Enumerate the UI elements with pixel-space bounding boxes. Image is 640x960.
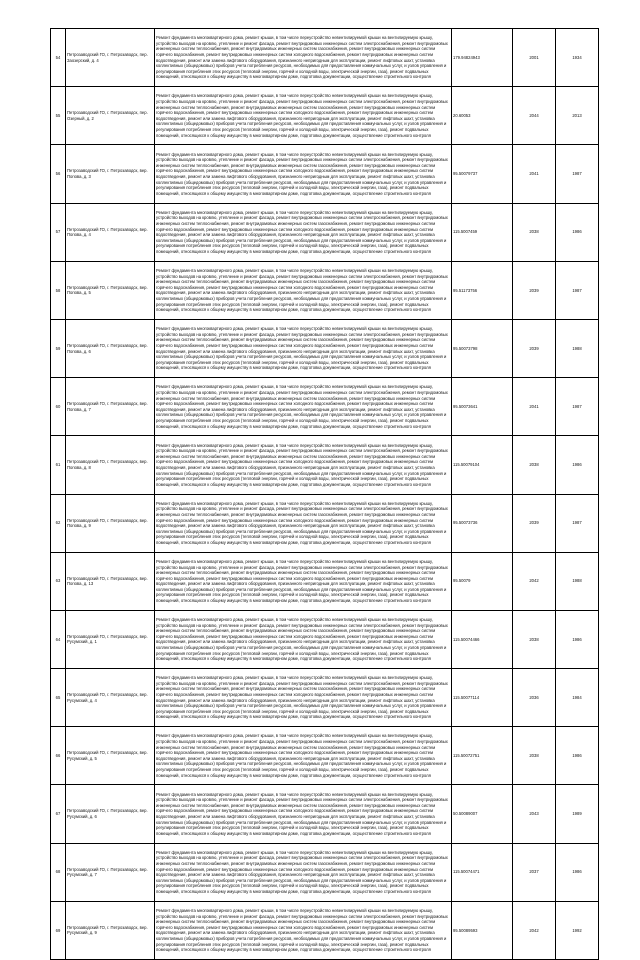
row-year-planned: 2042 [513, 552, 556, 610]
row-number: 61 [51, 436, 66, 494]
row-address: Петрозаводский ГО, г. Петрозаводск, вер. Попова, д. 9 [66, 494, 155, 552]
row-year-built: 1987 [556, 378, 599, 436]
row-number: 64 [51, 610, 66, 668]
row-address: Петрозаводский ГО, г. Петрозаводск, пер. Озерный, д. 2 [66, 87, 155, 145]
row-year-built: 1987 [556, 261, 599, 319]
row-address: Петрозаводский ГО, г. Петрозаводск, вер. Русумский, д. 9 [66, 901, 155, 959]
row-year-built: 1988 [556, 319, 599, 377]
row-address: Петрозаводский ГО, г. Петрозаводск, вер. Русумский, д. 6 [66, 785, 155, 843]
row-number: 59 [51, 319, 66, 377]
row-works-description: Ремонт фундамента многоквартирного дома, ремонт крыши, в том числе переустройство невентилируемой крыши на вентилируемую крышу, устройство выходов на кровлю, утепление и ремонт фасада, ремонт внутридомовых инженерных систем электроснабжения, ремонт внутридомовых инженерных систем теплоснабжения, ремонт внутридомовых инженерных систем газоснабжения, ремонт внутридомовых инженерных систем горячего водоснабжения, ремонт внутридомовых инженерных систем холодного водоснабжения, ремонт внутридомовых инженерных систем водоотведения, ремонт или замена лифтового оборудования, признанного непригодным для эксплуатации, ремонт лифтовых шахт, установка коллективных (общедомовых) приборов учета потребления ресурсов, необходимых для предоставления коммунальных услуг, и узлов управления и регулирования потребления этих ресурсов (тепловой энергии, горячей и холодной воды, электрической энергии, газа), ремонт подвальных помещений, относящихся к общему имуществу в многоквартирном доме, подготовка документации, осуществление строительного контроля [155, 669, 452, 727]
row-cadastral-value: 115.50074466 [452, 610, 513, 668]
table-row [51, 610, 599, 668]
row-year-planned: 2039 [513, 261, 556, 319]
row-address: Петрозаводский ГО, г. Петрозаводск, вер. Попова, д. 4 [66, 203, 155, 261]
row-number: 60 [51, 378, 66, 436]
row-cadastral-value: 179.94824943 [452, 29, 513, 87]
row-address: Петрозаводский ГО, г. Петрозаводск, вер. Русумский, д. 1 [66, 610, 155, 668]
row-number: 58 [51, 261, 66, 319]
row-cadastral-value: 95.50079737 [452, 145, 513, 203]
row-cadastral-value: 115.50077114 [452, 669, 513, 727]
row-cadastral-value: 20.60053 [452, 87, 513, 145]
row-year-planned: 2042 [513, 901, 556, 959]
row-cadastral-value: 95.50079 [452, 552, 513, 610]
row-year-planned: 2001 [513, 29, 556, 87]
table-row [51, 785, 599, 843]
row-number: 57 [51, 203, 66, 261]
row-works-description: Ремонт фундамента многоквартирного дома, ремонт крыши, в том числе переустройство невентилируемой крыши на вентилируемую крышу, устройство выходов на кровлю, утепление и ремонт фасада, ремонт внутридомовых инженерных систем электроснабжения, ремонт внутридомовых инженерных систем теплоснабжения, ремонт внутридомовых инженерных систем газоснабжения, ремонт внутридомовых инженерных систем горячего водоснабжения, ремонт внутридомовых инженерных систем холодного водоснабжения, ремонт внутридомовых инженерных систем водоотведения, ремонт или замена лифтового оборудования, признанного непригодным для эксплуатации, ремонт лифтовых шахт, установка коллективных (общедомовых) приборов учета потребления ресурсов, необходимых для предоставления коммунальных услуг, и узлов управления и регулирования потребления этих ресурсов (тепловой энергии, горячей и холодной воды, электрической энергии, газа), ремонт подвальных помещений, относящихся к общему имуществу в многоквартирном доме, подготовка документации, осуществление строительного контроля [155, 610, 452, 668]
table-row [51, 901, 599, 959]
row-works-description: Ремонт фундамента многоквартирного дома, ремонт крыши, в том числе переустройство невентилируемой крыши на вентилируемую крышу, устройство выходов на кровлю, утепление и ремонт фасада, ремонт внутридомовых инженерных систем электроснабжения, ремонт внутридомовых инженерных систем теплоснабжения, ремонт внутридомовых инженерных систем газоснабжения, ремонт внутридомовых инженерных систем горячего водоснабжения, ремонт внутридомовых инженерных систем холодного водоснабжения, ремонт внутридомовых инженерных систем водоотведения, ремонт или замена лифтового оборудования, признанного непригодным для эксплуатации, ремонт лифтовых шахт, установка коллективных (общедомовых) приборов учета потребления ресурсов, необходимых для предоставления коммунальных услуг, и узлов управления и регулирования потребления этих ресурсов (тепловой энергии, горячей и холодной воды, электрической энергии, газа), ремонт подвальных помещений, относящихся к общему имуществу в многоквартирном доме, подготовка документации, осуществление строительного контроля [155, 843, 452, 901]
row-year-planned: 2039 [513, 319, 556, 377]
row-number: 66 [51, 727, 66, 785]
row-year-built: 1984 [556, 669, 599, 727]
row-year-built: 1989 [556, 785, 599, 843]
repair-program-table [50, 28, 599, 960]
row-works-description: Ремонт фундамента многоквартирного дома, ремонт крыши, в том числе переустройство невентилируемой крыши на вентилируемую крышу, устройство выходов на кровлю, утепление и ремонт фасада, ремонт внутридомовых инженерных систем электроснабжения, ремонт внутридомовых инженерных систем теплоснабжения, ремонт внутридомовых инженерных систем газоснабжения, ремонт внутридомовых инженерных систем горячего водоснабжения, ремонт внутридомовых инженерных систем холодного водоснабжения, ремонт внутридомовых инженерных систем водоотведения, ремонт или замена лифтового оборудования, признанного непригодным для эксплуатации, ремонт лифтовых шахт, установка коллективных (общедомовых) приборов учета потребления ресурсов, необходимых для предоставления коммунальных услуг, и узлов управления и регулирования потребления этих ресурсов (тепловой энергии, горячей и холодной воды, электрической энергии, газа), ремонт подвальных помещений, относящихся к общему имуществу в многоквартирном доме, подготовка документации, осуществление строительного контроля [155, 552, 452, 610]
row-address: Петрозаводский ГО, г. Петрозаводск, вер. Русумский, д. 4 [66, 669, 155, 727]
row-works-description: Ремонт фундамента многоквартирного дома, ремонт крыши, в том числе переустройство невентилируемой крыши на вентилируемую крышу, устройство выходов на кровлю, утепление и ремонт фасада, ремонт внутридомовых инженерных систем электроснабжения, ремонт внутридомовых инженерных систем теплоснабжения, ремонт внутридомовых инженерных систем газоснабжения, ремонт внутридомовых инженерных систем горячего водоснабжения, ремонт внутридомовых инженерных систем холодного водоснабжения, ремонт внутридомовых инженерных систем водоотведения, ремонт или замена лифтового оборудования, признанного непригодным для эксплуатации, ремонт лифтовых шахт, установка коллективных (общедомовых) приборов учета потребления ресурсов, необходимых для предоставления коммунальных услуг, и узлов управления и регулирования потребления этих ресурсов (тепловой энергии, горячей и холодной воды, электрической энергии, газа), ремонт подвальных помещений, относящихся к общему имуществу в многоквартирном доме, подготовка документации, осуществление строительного контроля [155, 727, 452, 785]
row-year-built: 1986 [556, 436, 599, 494]
row-year-built: 1986 [556, 843, 599, 901]
row-cadastral-value: 95.50089593 [452, 901, 513, 959]
row-year-built: 1987 [556, 145, 599, 203]
row-year-planned: 2038 [513, 203, 556, 261]
table-row [51, 145, 599, 203]
table-row [51, 29, 599, 87]
table-row [51, 203, 599, 261]
row-cadastral-value: 95.51173756 [452, 261, 513, 319]
row-number: 55 [51, 87, 66, 145]
row-number: 65 [51, 669, 66, 727]
row-year-planned: 2039 [513, 494, 556, 552]
row-address: Петрозаводский ГО, г. Петрозаводск, вер. Попова, д. 6 [66, 319, 155, 377]
table-row [51, 319, 599, 377]
row-number: 63 [51, 552, 66, 610]
row-year-planned: 2038 [513, 436, 556, 494]
row-year-planned: 2043 [513, 785, 556, 843]
row-year-built: 1986 [556, 610, 599, 668]
row-address: Петрозаводский ГО, г. Петрозаводск, вер. Попова, д. 13 [66, 552, 155, 610]
table-row [51, 436, 599, 494]
row-cadastral-value: 115.50079104 [452, 436, 513, 494]
row-works-description: Ремонт фундамента многоквартирного дома, ремонт крыши, в том числе переустройство невентилируемой крыши на вентилируемую крышу, устройство выходов на кровлю, утепление и ремонт фасада, ремонт внутридомовых инженерных систем электроснабжения, ремонт внутридомовых инженерных систем теплоснабжения, ремонт внутридомовых инженерных систем газоснабжения, ремонт внутридомовых инженерных систем горячего водоснабжения, ремонт внутридомовых инженерных систем холодного водоснабжения, ремонт внутридомовых инженерных систем водоотведения, ремонт или замена лифтового оборудования, признанного непригодным для эксплуатации, ремонт лифтовых шахт, установка коллективных (общедомовых) приборов учета потребления ресурсов, необходимых для предоставления коммунальных услуг, и узлов управления и регулирования потребления этих ресурсов (тепловой энергии, горячей и холодной воды, электрической энергии, газа), ремонт подвальных помещений, относящихся к общему имуществу в многоквартирном доме, подготовка документации, осуществление строительного контроля [155, 261, 452, 319]
row-number: 68 [51, 843, 66, 901]
table-row [51, 494, 599, 552]
table-row [51, 727, 599, 785]
row-number: 56 [51, 145, 66, 203]
row-address: Петрозаводский ГО, г. Петрозаводск, вер. Попова, д. 5 [66, 261, 155, 319]
table-body [51, 29, 599, 960]
row-cadastral-value: 95.50073641 [452, 378, 513, 436]
row-year-built: 2013 [556, 87, 599, 145]
row-number: 67 [51, 785, 66, 843]
row-year-built: 1988 [556, 552, 599, 610]
row-works-description: Ремонт фундамента многоквартирного дома, ремонт крыши, в том числе переустройство невентилируемой крыши на вентилируемую крышу, устройство выходов на кровлю, утепление и ремонт фасада, ремонт внутридомовых инженерных систем электроснабжения, ремонт внутридомовых инженерных систем теплоснабжения, ремонт внутридомовых инженерных систем газоснабжения, ремонт внутридомовых инженерных систем горячего водоснабжения, ремонт внутридомовых инженерных систем холодного водоснабжения, ремонт внутридомовых инженерных систем водоотведения, ремонт или замена лифтового оборудования, признанного непригодным для эксплуатации, ремонт лифтовых шахт, установка коллективных (общедомовых) приборов учета потребления ресурсов, необходимых для предоставления коммунальных услуг, и узлов управления и регулирования потребления этих ресурсов (тепловой энергии, горячей и холодной воды, электрической энергии, газа), ремонт подвальных помещений, относящихся к общему имуществу в многоквартирном доме, подготовка документации, осуществление строительного контроля [155, 378, 452, 436]
row-works-description: Ремонт фундамента многоквартирного дома, ремонт крыши, в том числе переустройство невентилируемой крыши на вентилируемую крышу, устройство выходов на кровлю, утепление и ремонт фасада, ремонт внутридомовых инженерных систем электроснабжения, ремонт внутридомовых инженерных систем теплоснабжения, ремонт внутридомовых инженерных систем газоснабжения, ремонт внутридомовых инженерных систем горячего водоснабжения, ремонт внутридомовых инженерных систем холодного водоснабжения, ремонт внутридомовых инженерных систем водоотведения, ремонт или замена лифтового оборудования, признанного непригодным для эксплуатации, ремонт лифтовых шахт, установка коллективных (общедомовых) приборов учета потребления ресурсов, необходимых для предоставления коммунальных услуг, и узлов управления и регулирования потребления этих ресурсов (тепловой энергии, горячей и холодной воды, электрической энергии, газа), ремонт подвальных помещений, относящихся к общему имуществу в многоквартирном доме, подготовка документации, осуществление строительного контроля [155, 319, 452, 377]
table-row [51, 552, 599, 610]
row-address: Петрозаводский ГО, г. Петрозаводск, вер. Попова, д. 8 [66, 436, 155, 494]
row-year-planned: 2038 [513, 610, 556, 668]
row-year-built: 1934 [556, 29, 599, 87]
table-row [51, 378, 599, 436]
row-works-description: Ремонт фундамента многоквартирного дома, ремонт крыши, в том числе переустройство невентилируемой крыши на вентилируемую крышу, устройство выходов на кровлю, утепление и ремонт фасада, ремонт внутридомовых инженерных систем электроснабжения, ремонт внутридомовых инженерных систем теплоснабжения, ремонт внутридомовых инженерных систем газоснабжения, ремонт внутридомовых инженерных систем горячего водоснабжения, ремонт внутридомовых инженерных систем холодного водоснабжения, ремонт внутридомовых инженерных систем водоотведения, ремонт или замена лифтового оборудования, признанного непригодным для эксплуатации, ремонт лифтовых шахт, установка коллективных (общедомовых) приборов учета потребления ресурсов, необходимых для предоставления коммунальных услуг, и узлов управления и регулирования потребления этих ресурсов (тепловой энергии, горячей и холодной воды, электрической энергии, газа), ремонт подвальных помещений, относящихся к общему имуществу в многоквартирном доме, подготовка документации, осуществление строительного контроля [155, 785, 452, 843]
row-works-description: Ремонт фундамента многоквартирного дома, ремонт крыши, в том числе переустройство невентилируемой крыши на вентилируемую крышу, устройство выходов на кровлю, утепление и ремонт фасада, ремонт внутридомовых инженерных систем электроснабжения, ремонт внутридомовых инженерных систем теплоснабжения, ремонт внутридомовых инженерных систем газоснабжения, ремонт внутридомовых инженерных систем горячего водоснабжения, ремонт внутридомовых инженерных систем холодного водоснабжения, ремонт внутридомовых инженерных систем водоотведения, ремонт или замена лифтового оборудования, признанного непригодным для эксплуатации, ремонт лифтовых шахт, установка коллективных (общедомовых) приборов учета потребления ресурсов, необходимых для предоставления коммунальных услуг, и узлов управления и регулирования потребления этих ресурсов (тепловой энергии, горячей и холодной воды, электрической энергии, газа), ремонт подвальных помещений, относящихся к общему имуществу в многоквартирном доме, подготовка документации, осуществление строительного контроля [155, 436, 452, 494]
row-year-planned: 2041 [513, 145, 556, 203]
row-year-planned: 2041 [513, 378, 556, 436]
row-year-built: 1992 [556, 901, 599, 959]
row-cadastral-value: 95.50073798 [452, 319, 513, 377]
table-row [51, 669, 599, 727]
row-address: Петрозаводский ГО, г. Петрозаводск, вер. Русумский, д. 5 [66, 727, 155, 785]
row-number: 69 [51, 901, 66, 959]
row-works-description: Ремонт фундамента многоквартирного дома, ремонт крыши, в том числе переустройство невентилируемой крыши на вентилируемую крышу, устройство выходов на кровлю, утепление и ремонт фасада, ремонт внутридомовых инженерных систем электроснабжения, ремонт внутридомовых инженерных систем теплоснабжения, ремонт внутридомовых инженерных систем газоснабжения, ремонт внутридомовых инженерных систем горячего водоснабжения, ремонт внутридомовых инженерных систем холодного водоснабжения, ремонт внутридомовых инженерных систем водоотведения, ремонт или замена лифтового оборудования, признанного непригодным для эксплуатации, ремонт лифтовых шахт, установка коллективных (общедомовых) приборов учета потребления ресурсов, необходимых для предоставления коммунальных услуг, и узлов управления и регулирования потребления этих ресурсов (тепловой энергии, горячей и холодной воды, электрической энергии, газа), ремонт подвальных помещений, относящихся к общему имуществу в многоквартирном доме, подготовка документации, осуществление строительного контроля [155, 29, 452, 87]
row-cadastral-value: 115.50074471 [452, 843, 513, 901]
row-works-description: Ремонт фундамента многоквартирного дома, ремонт крыши, в том числе переустройство невентилируемой крыши на вентилируемую крышу, устройство выходов на кровлю, утепление и ремонт фасада, ремонт внутридомовых инженерных систем электроснабжения, ремонт внутридомовых инженерных систем теплоснабжения, ремонт внутридомовых инженерных систем газоснабжения, ремонт внутридомовых инженерных систем горячего водоснабжения, ремонт внутридомовых инженерных систем холодного водоснабжения, ремонт внутридомовых инженерных систем водоотведения, ремонт или замена лифтового оборудования, признанного непригодным для эксплуатации, ремонт лифтовых шахт, установка коллективных (общедомовых) приборов учета потребления ресурсов, необходимых для предоставления коммунальных услуг, и узлов управления и регулирования потребления этих ресурсов (тепловой энергии, горячей и холодной воды, электрической энергии, газа), ремонт подвальных помещений, относящихся к общему имуществу в многоквартирном доме, подготовка документации, осуществление строительного контроля [155, 203, 452, 261]
row-number: 54 [51, 29, 66, 87]
table-row [51, 87, 599, 145]
row-works-description: Ремонт фундамента многоквартирного дома, ремонт крыши, в том числе переустройство невентилируемой крыши на вентилируемую крышу, устройство выходов на кровлю, утепление и ремонт фасада, ремонт внутридомовых инженерных систем электроснабжения, ремонт внутридомовых инженерных систем теплоснабжения, ремонт внутридомовых инженерных систем газоснабжения, ремонт внутридомовых инженерных систем горячего водоснабжения, ремонт внутридомовых инженерных систем холодного водоснабжения, ремонт внутридомовых инженерных систем водоотведения, ремонт или замена лифтового оборудования, признанного непригодным для эксплуатации, ремонт лифтовых шахт, установка коллективных (общедомовых) приборов учета потребления ресурсов, необходимых для предоставления коммунальных услуг, и узлов управления и регулирования потребления этих ресурсов (тепловой энергии, горячей и холодной воды, электрической энергии, газа), ремонт подвальных помещений, относящихся к общему имуществу в многоквартирном доме, подготовка документации, осуществление строительного контроля [155, 494, 452, 552]
row-year-planned: 2037 [513, 843, 556, 901]
row-year-planned: 2036 [513, 669, 556, 727]
row-year-built: 1987 [556, 494, 599, 552]
row-number: 62 [51, 494, 66, 552]
row-works-description: Ремонт фундамента многоквартирного дома, ремонт крыши, в том числе переустройство невентилируемой крыши на вентилируемую крышу, устройство выходов на кровлю, утепление и ремонт фасада, ремонт внутридомовых инженерных систем электроснабжения, ремонт внутридомовых инженерных систем теплоснабжения, ремонт внутридомовых инженерных систем газоснабжения, ремонт внутридомовых инженерных систем горячего водоснабжения, ремонт внутридомовых инженерных систем холодного водоснабжения, ремонт внутридомовых инженерных систем водоотведения, ремонт или замена лифтового оборудования, признанного непригодным для эксплуатации, ремонт лифтовых шахт, установка коллективных (общедомовых) приборов учета потребления ресурсов, необходимых для предоставления коммунальных услуг, и узлов управления и регулирования потребления этих ресурсов (тепловой энергии, горячей и холодной воды, электрической энергии, газа), ремонт подвальных помещений, относящихся к общему имуществу в многоквартирном доме, подготовка документации, осуществление строительного контроля [155, 901, 452, 959]
row-cadastral-value: 50.50089007 [452, 785, 513, 843]
row-year-planned: 2038 [513, 727, 556, 785]
row-year-planned: 2044 [513, 87, 556, 145]
table-row [51, 261, 599, 319]
row-address: Петрозаводский ГО, г. Петрозаводск, вер. Попова, д. 7 [66, 378, 155, 436]
row-address: Петрозаводский ГО, г. Петрозаводск, вер. Попова, д. 3 [66, 145, 155, 203]
row-works-description: Ремонт фундамента многоквартирного дома, ремонт крыши, в том числе переустройство невентилируемой крыши на вентилируемую крышу, устройство выходов на кровлю, утепление и ремонт фасада, ремонт внутридомовых инженерных систем электроснабжения, ремонт внутридомовых инженерных систем теплоснабжения, ремонт внутридомовых инженерных систем газоснабжения, ремонт внутридомовых инженерных систем горячего водоснабжения, ремонт внутридомовых инженерных систем холодного водоснабжения, ремонт внутридомовых инженерных систем водоотведения, ремонт или замена лифтового оборудования, признанного непригодным для эксплуатации, ремонт лифтовых шахт, установка коллективных (общедомовых) приборов учета потребления ресурсов, необходимых для предоставления коммунальных услуг, и узлов управления и регулирования потребления этих ресурсов (тепловой энергии, горячей и холодной воды, электрической энергии, газа), ремонт подвальных помещений, относящихся к общему имуществу в многоквартирном доме, подготовка документации, осуществление строительного контроля [155, 145, 452, 203]
row-address: Петрозаводский ГО, г. Петрозаводск, пер. Заозерский, д. 4 [66, 29, 155, 87]
table-row [51, 843, 599, 901]
row-year-built: 1986 [556, 203, 599, 261]
row-cadastral-value: 115.5007459 [452, 203, 513, 261]
row-cadastral-value: 115.50072751 [452, 727, 513, 785]
row-works-description: Ремонт фундамента многоквартирного дома, ремонт крыши, в том числе переустройство невентилируемой крыши на вентилируемую крышу, устройство выходов на кровлю, утепление и ремонт фасада, ремонт внутридомовых инженерных систем электроснабжения, ремонт внутридомовых инженерных систем теплоснабжения, ремонт внутридомовых инженерных систем газоснабжения, ремонт внутридомовых инженерных систем горячего водоснабжения, ремонт внутридомовых инженерных систем холодного водоснабжения, ремонт внутридомовых инженерных систем водоотведения, ремонт или замена лифтового оборудования, признанного непригодным для эксплуатации, ремонт лифтовых шахт, установка коллективных (общедомовых) приборов учета потребления ресурсов, необходимых для предоставления коммунальных услуг, и узлов управления и регулирования потребления этих ресурсов (тепловой энергии, горячей и холодной воды, электрической энергии, газа), ремонт подвальных помещений, относящихся к общему имуществу в многоквартирном доме, подготовка документации, осуществление строительного контроля [155, 87, 452, 145]
row-address: Петрозаводский ГО, г. Петрозаводск, вер. Русумский, д. 7 [66, 843, 155, 901]
row-cadastral-value: 95.50073736 [452, 494, 513, 552]
row-year-built: 1986 [556, 727, 599, 785]
